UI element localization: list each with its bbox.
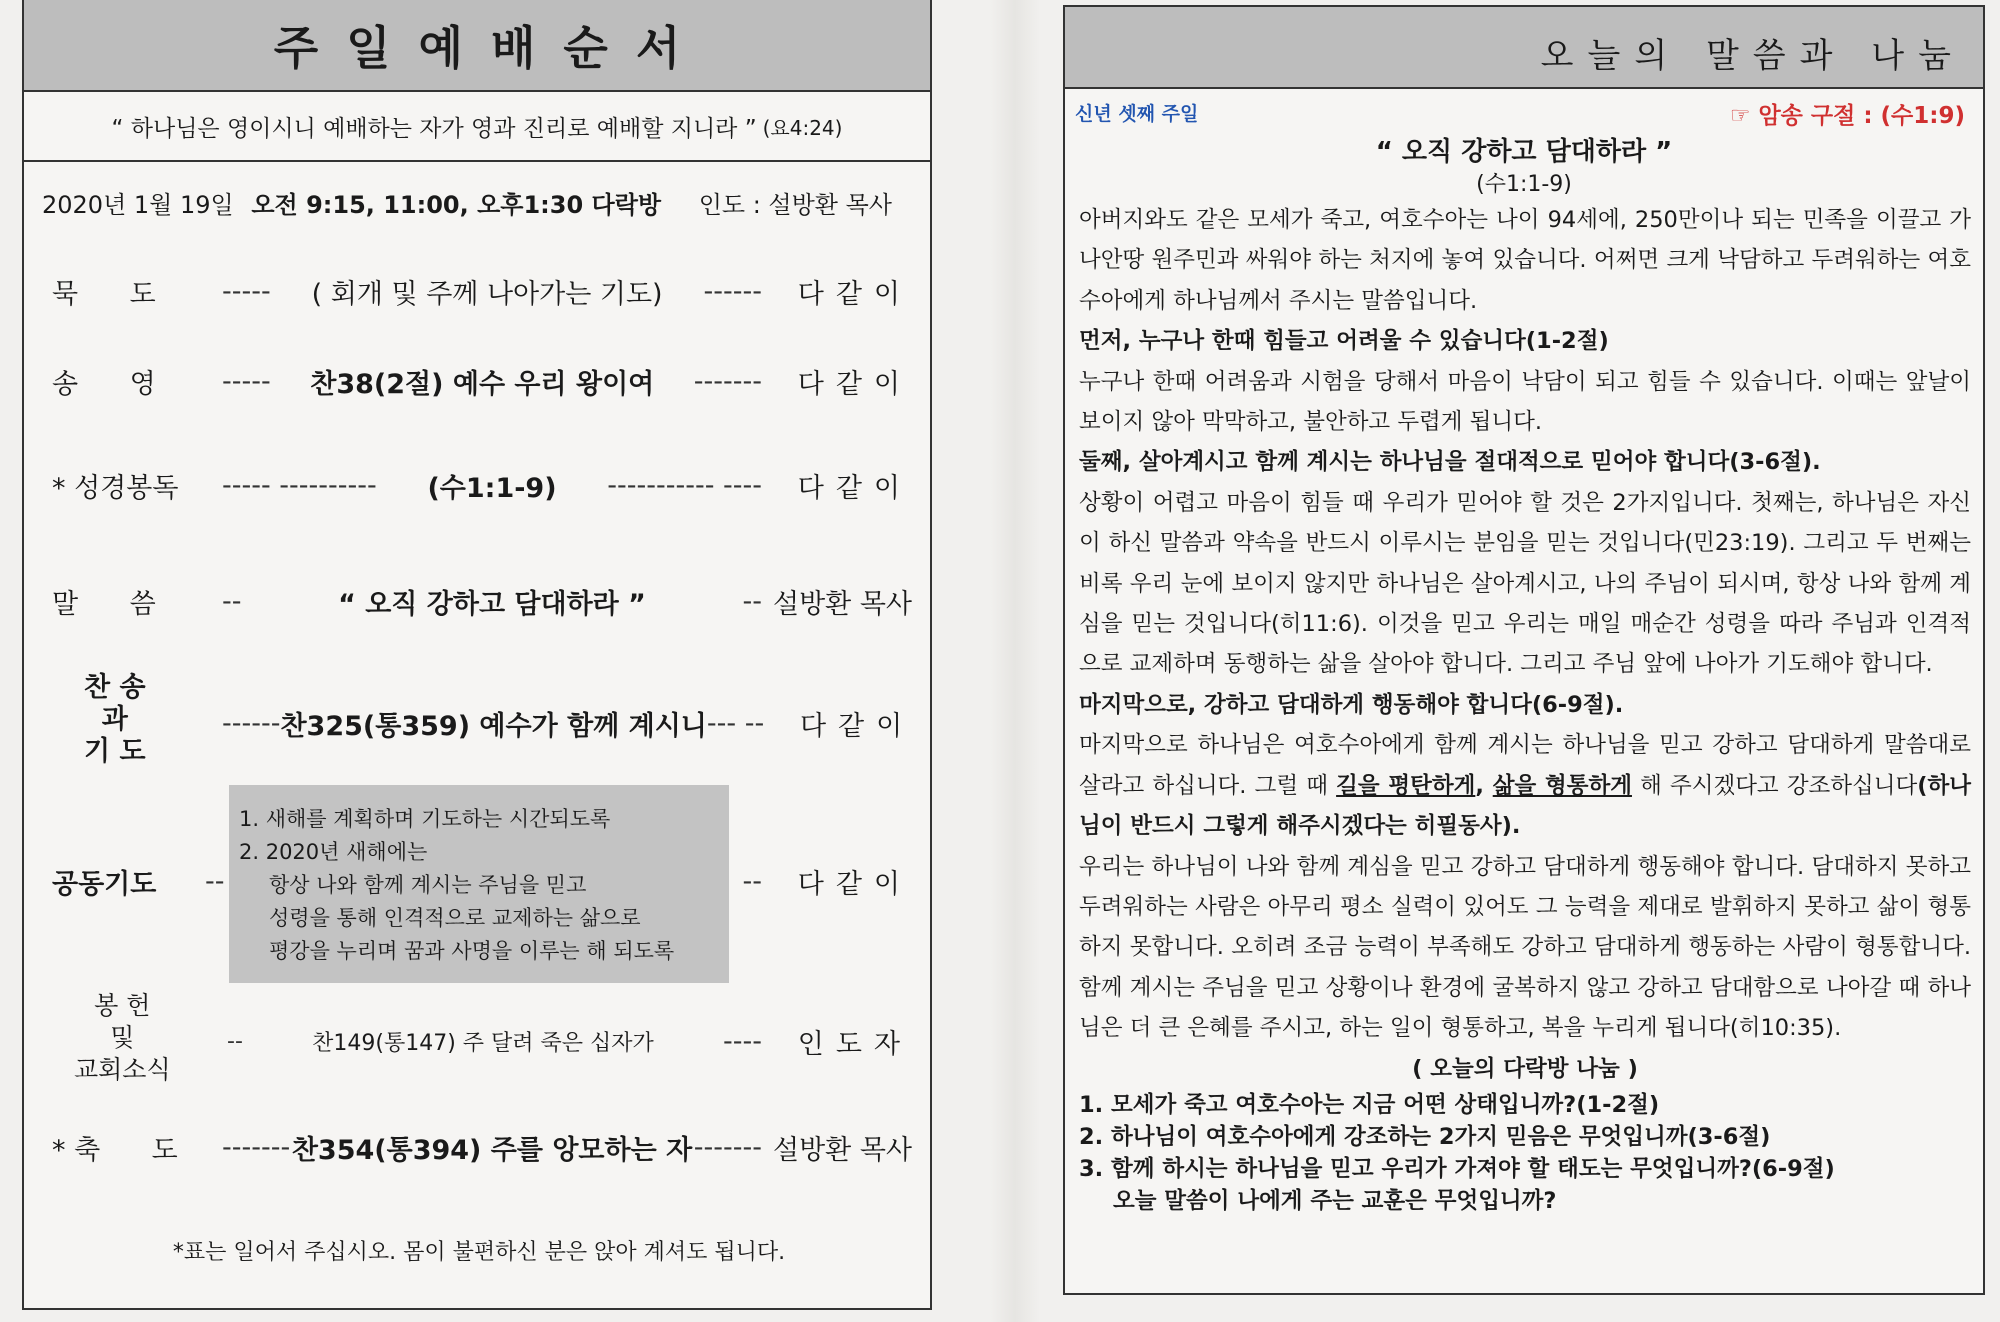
paragraph: 아버지와도 같은 모세가 죽고, 여호수아는 나이 94세에, 250만이나 되는 민족을 이끌고 가나안땅 원주민과 싸워야 하는 처지에 놓여 있습니다. 어쩌면 크게 낙담하고 두려워하는 여호수아에게 하나님께서 주시는 말씀입니다. bbox=[1079, 207, 1971, 314]
order-item-hymn-prayer bbox=[52, 704, 915, 743]
discussion-question: 1. 모세가 죽고 여호수아는 지금 어떤 상태입니까?(1-2절) bbox=[1079, 1091, 1660, 1118]
dash: ----- bbox=[222, 276, 271, 307]
sermon-panel bbox=[1063, 5, 1985, 1295]
standing-footnote: *표는 일어서 주십시오. 몸이 불편하신 분은 앉아 계셔도 됩니다. bbox=[172, 1240, 786, 1265]
order-item-sermon bbox=[52, 582, 912, 621]
order-item-doxology bbox=[52, 362, 912, 401]
worship-order-header bbox=[24, 0, 930, 92]
order-label: 말 씀 bbox=[52, 589, 156, 620]
text-run: 해 주시겠다고 강조하십니다 bbox=[1631, 772, 1918, 799]
prayer-line: 2. 2020년 새해에는 bbox=[239, 840, 428, 864]
dash: ------- bbox=[222, 1132, 291, 1163]
order-item-common-prayer bbox=[52, 862, 912, 901]
order-content: “ 오직 강하고 담대하라 ” bbox=[338, 589, 646, 620]
order-label: 묵 도 bbox=[52, 279, 156, 310]
order-who: 다같이 bbox=[797, 473, 912, 504]
worship-order-title: 주일예배순서 bbox=[273, 21, 709, 75]
discussion-question: 2. 하나님이 여호수아에게 강조하는 2가지 믿음은 무엇입니까(3-6절) bbox=[1079, 1123, 1771, 1150]
order-item-scripture bbox=[52, 466, 912, 505]
memory-verse: ☞ 암송 구절 : (수1:9) bbox=[1729, 103, 1965, 129]
discussion-question: 오늘 말씀이 나에게 주는 교훈은 무엇입니까? bbox=[1113, 1187, 1557, 1214]
dash: ----- bbox=[222, 366, 271, 397]
order-label: * 성경봉독 bbox=[52, 473, 179, 504]
sermon-body bbox=[1079, 200, 1971, 1217]
dash: ------- bbox=[693, 1132, 762, 1163]
dash: -- bbox=[222, 586, 242, 617]
label-line: 교회소식 bbox=[74, 1055, 171, 1084]
service-date: 2020년 1월 19일 bbox=[42, 191, 234, 219]
label-line: 봉 헌 bbox=[94, 991, 151, 1020]
sermon-title: “ 오직 강하고 담대하라 ” bbox=[1375, 137, 1673, 167]
order-who: 다같이 bbox=[797, 279, 912, 310]
prayer-line: 1. 새해를 계획하며 기도하는 시간되도록 bbox=[239, 807, 611, 831]
worship-order-panel bbox=[22, 0, 932, 1310]
paragraph bbox=[1079, 725, 1971, 846]
order-item-benediction bbox=[52, 1128, 912, 1167]
underlined-phrase: 삶을 형통하게 bbox=[1492, 772, 1632, 799]
section-heading: 마지막으로, 강하고 담대하게 행동해야 합니다(6-9절). bbox=[1079, 691, 1624, 718]
service-times: 오전 9:15, 11:00, 오후1:30 다락방 bbox=[251, 191, 662, 219]
label-line: 및 bbox=[110, 1023, 135, 1052]
service-leader: 인도 : 설방환 목사 bbox=[698, 191, 892, 219]
dash: ----------- ---- bbox=[607, 470, 762, 501]
text-run: , bbox=[1475, 772, 1493, 799]
week-label: 신년 셋째 주일 bbox=[1075, 103, 1199, 125]
section-heading: 둘째, 살아계시고 함께 계시는 하나님을 절대적으로 믿어야 합니다(3-6절). bbox=[1079, 449, 1821, 476]
dash: -- bbox=[205, 866, 225, 897]
label-line: 찬 송 bbox=[84, 672, 146, 703]
dash: ----- ---------- bbox=[222, 470, 377, 501]
service-date-line bbox=[42, 185, 892, 220]
section-heading: 먼저, 누구나 한때 힘들고 어려울 수 있습니다(1-2절) bbox=[1079, 328, 1609, 355]
dash: ------ bbox=[222, 708, 281, 739]
dash: -- bbox=[742, 866, 762, 897]
theme-verse bbox=[24, 92, 930, 162]
discussion-question: 3. 함께 하시는 하나님을 믿고 우리가 가져야 할 태도는 무엇입니까?(6-9절) bbox=[1079, 1155, 1835, 1182]
order-who: 인도자 bbox=[797, 1029, 912, 1060]
order-who: 설방환 목사 bbox=[773, 1135, 912, 1166]
label-line: 기 도 bbox=[84, 736, 146, 767]
text-run: 마지막으로 하나님은 여호수아에게 함께 계시는 하나님을 믿고 강하고 담대하게 말씀대로 살라고 하십니다. 그럴 때 bbox=[1079, 732, 1971, 799]
dash: -- bbox=[742, 586, 762, 617]
label-line: 과 bbox=[101, 704, 128, 735]
prayer-line: 성령을 통해 인격적으로 교제하는 삶으로 bbox=[269, 906, 641, 930]
order-content: 찬149(통147) 주 달려 죽은 십자가 bbox=[312, 1031, 654, 1056]
order-content: 찬38(2절) 예수 우리 왕이여 bbox=[310, 369, 655, 400]
dash: ------- bbox=[693, 366, 762, 397]
order-content: ( 회개 및 주께 나아가는 기도) bbox=[311, 279, 663, 310]
dash: --- -- bbox=[706, 708, 765, 739]
order-who: 설방환 목사 bbox=[773, 589, 912, 620]
order-label: 송 영 bbox=[52, 369, 156, 400]
paragraph: 누구나 한때 어려움과 시험을 당해서 마음이 낙담이 되고 힘들 수 있습니다. 이때는 앞날이 보이지 않아 막막하고, 불안하고 두렵게 됩니다. bbox=[1079, 368, 1971, 436]
underlined-phrase: 길을 평탄하게 bbox=[1336, 772, 1476, 799]
order-who: 다같이 bbox=[797, 869, 912, 900]
order-content: (수1:1-9) bbox=[427, 473, 557, 504]
discussion-heading: ( 오늘의 다락방 나눔 ) bbox=[1412, 1055, 1638, 1082]
dash: ------ bbox=[703, 276, 762, 307]
sermon-reference: (수1:1-9) bbox=[1476, 172, 1572, 197]
paragraph: 상황이 어렵고 마음이 힘들 때 우리가 믿어야 할 것은 2가지입니다. 첫째는, 하나님은 자신이 하신 말씀과 약속을 반드시 이루시는 분임을 믿는 것입니다(민23:19). 그리고 두 번째는 비록 우리 눈에 보이지 않지만 하나님은 살아계시고, 나의 주님이 되시며, 항상 나와 함께 계심을 믿는 것입니다(히11:6). 이것을 믿고 우리는 매일 매순간 성령을 따라 주님과 인격적으로 교제하며 동행하는 삶을 살아야 합니다. 그리고 주님 앞에 나아가 기도해야 합니다. bbox=[1079, 489, 1971, 678]
order-content: 찬354(통394) 주를 앙모하는 자 bbox=[291, 1135, 693, 1166]
dash: -- bbox=[227, 1029, 243, 1054]
sermon-panel-title: 오늘의 말씀과 나눔 bbox=[1540, 36, 1965, 76]
order-item-offering bbox=[52, 1022, 912, 1061]
theme-verse-ref: (요4:24) bbox=[762, 115, 843, 140]
order-item-silent-prayer bbox=[52, 272, 912, 311]
order-label: * 축 도 bbox=[52, 1135, 178, 1166]
paragraph: 우리는 하나님이 나와 함께 계심을 믿고 강하고 담대하게 행동해야 합니다. 담대하지 못하고 두려워하는 사람은 아무리 평소 실력이 있어도 그 능력을 제대로 발휘하지 못하고 삶이 형통하지 못합니다. 오히려 조금 능력이 부족해도 강하고 담대하게 행동하는 사람이 형통합니다. 함께 계시는 주님을 믿고 상황이나 환경에 굴복하지 않고 강하고 담대함으로 나아갈 때 하나님은 더 큰 은혜를 주시고, 하는 일이 형통하고, 복을 누리게 됩니다(히10:35). bbox=[1079, 853, 1971, 1042]
order-who: 다같이 bbox=[799, 711, 915, 742]
order-content: 찬325(통359) 예수가 함께 계시니 bbox=[280, 711, 707, 742]
order-who: 다같이 bbox=[797, 369, 912, 400]
prayer-line: 항상 나와 함께 계시는 주님을 믿고 bbox=[269, 873, 587, 897]
theme-verse-text: “ 하나님은 영이시니 예배하는 자가 영과 진리로 예배할 지니라 ” bbox=[111, 115, 757, 142]
bold-note: (하나님이 반드시 그렇게 해주시겠다는 히필동사). bbox=[1079, 772, 1971, 840]
page-fold bbox=[990, 0, 1040, 1322]
prayer-line: 평강을 누리며 꿈과 사명을 이루는 해 되도록 bbox=[269, 939, 675, 963]
dash: ---- bbox=[723, 1026, 762, 1057]
order-label: 공동기도 bbox=[52, 869, 157, 900]
sermon-header bbox=[1065, 7, 1983, 89]
